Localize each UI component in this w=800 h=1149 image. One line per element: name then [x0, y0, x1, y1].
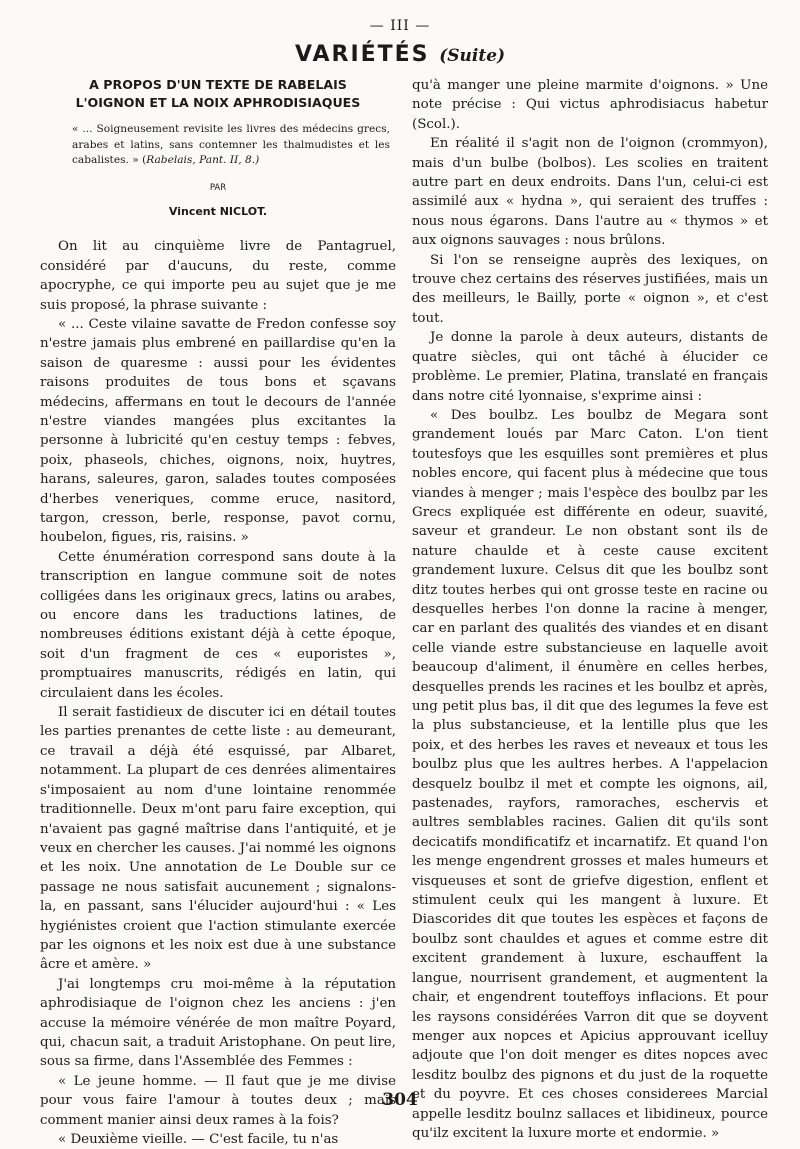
left-column-body — [40, 237, 396, 1149]
article-title-line-2: L'OIGNON ET LA NOIX APHRODISIAQUES — [75, 95, 361, 110]
paragraph: « Deuxième vieille. — C'est facile, tu n'as — [58, 1132, 339, 1147]
article-title — [40, 76, 396, 112]
right-column — [412, 76, 768, 1143]
section-title — [0, 42, 800, 67]
right-column-body — [412, 76, 768, 1143]
paragraph: « ... Ceste vilaine savatte de Fredon confesse soy n'estre jamais plus embrené en paillardise qu'en la saison de quaresme : aussi pour les évidentes raisons produites de tous bons et sçavans médecins, affermans en tout le decours de l'année n'estre viandes mangées plus excitantes la personne à lubricité qu'en cestuy temps : febves, poix, phaseols, chiches, oignons, noix, huytres, harans, saleures, garon, salades toutes composées d'herbes veneriques, comme eruce, nasitord, targon, cresson, berle, response, pavot cornu, houbelon, figues, ris, raisins. » — [40, 316, 396, 546]
paragraph: « Le jeune homme. — Il faut que je me divise pour vous faire l'amour à toutes deux ; mais comment manier ainsi deux rames à la fois? — [40, 1073, 396, 1128]
byline-par: PAR — [209, 182, 227, 193]
page-header-roman-numeral: — III — — [369, 18, 431, 34]
byline-author: Vincent NICLOT. — [168, 204, 268, 218]
paragraph: J'ai longtemps cru moi-même à la réputation aphrodisiaque de l'oignon chez les anciens : j'en accuse la mémoire vénérée de mon maître Poyard, qui, chacun sait, a traduit Aristophane. On peut lire, sous sa firme, dans l'Assemblée des Femmes : — [40, 976, 396, 1070]
paragraph: On lit au cinquième livre de Pantagruel, considéré par d'aucuns, du reste, comme apocryphe, ce qui importe peu au sujet que je me suis proposé, la phrase suivante : — [40, 239, 396, 313]
left-column — [40, 76, 396, 1149]
paragraph: Cette énumération correspond sans doute à la transcription en langue commune soit de notes colligées dans les originaux grecs, latins ou arabes, ou encore dans les traductions latines, de nombreuses éditions existant déjà à cette époque, soit d'un fragment de ces « euporistes », promptuaires manuscrits, rédigés en latin, qui circulaient dans les écoles. — [40, 549, 396, 701]
section-title-text: VARIÉTÉS — [294, 42, 430, 67]
epigraph — [72, 122, 390, 169]
page-number: 304 — [382, 1090, 418, 1110]
paragraph: Je donne la parole à deux auteurs, distants de quatre siècles, qui ont tâché à élucider ce problème. Le premier, Platina, translaté en français dans notre cité lyonnaise, s'exprime ainsi : — [412, 330, 768, 404]
paragraph: « Des boulbz. Les boulbz de Megara sont grandement loués par Marc Caton. L'on tient toutesfoys que les esquilles sont premières et plus nobles encore, qui facent plus à médecine que tous viandes à menger ; mais l'espèce des boulbz par les Grecs expliquée est différente en odeur, suavité, saveur et grandeur. Le non obstant sont ils de nature chaulde et à ceste cause excitent grandement luxure. Celsus dit que les boulbz sont ditz toutes herbes qui ont grosse teste en racine ou desquelles herbes l'on donne la racine à menger, car en parlant des qualités des viandes et en disant celle viande estre substancieuse en laquelle avoit beaucoup d'aliment, il énumère en celles herbes, desquelles prends les racines et les boulbz et après, ung petit plus bas, il dit que des legumes la feve est la plus substancieuse, et la lentille plus que les poix, et des herbes les raves et neveaux et tous les boulbz plus que les aultres herbes. A l'appelacion desquelz boulbz il met et compte les oignons, ail, pastenades, rayfors, ramoraches, eschervis et aultres semblables racines. Galien dit qu'ils sont decicatifs mondificatifz et incarnatifz. Et quand l'on les menge engendrent grosses et males humeurs et visqueuses et sont de griefve digestion, enflent et stimulent ceulx qui les mangent à luxure. Et Diascorides dit que toutes les espèces et façons de boulbz sont chauldes et agues et comme estre dit excitent grandement à luxure, eschauffent la langue, nourrisent grandement, et augmentent la chair, et engendrent touteffoys inflacions. Et pour les raysons considérées Varron dit que se doyvent menger aux nopces et Apicius approuvant icelluy adjoute que l'on doit menger es dites nopces avec lesditz boulbz des pignons et du just de la roquette et du poyvre. Et ces choses considerees Marcial appelle lesditz boulnz sallaces et libidineux, pource qu'ilz excitent la luxure morte et endormie. » — [412, 407, 768, 1141]
paragraph: Si l'on se renseigne auprès des lexiques, on trouve chez certains des réserves justifiées, mais un des meilleurs, le Bailly, porte « oignon », et c'est tout. — [412, 252, 768, 326]
paragraph: Il serait fastidieux de discuter ici en détail toutes les parties prenantes de cette liste : au demeurant, ce travail a déjà été esquissé, par Albaret, notamment. La plupart de ces denrées alimentaires s'imposaient au nom d'une lointaine renommée traditionnelle. Deux m'ont paru faire exception, qui n'avaient pas gagné maîtrise dans l'antiquité, et je veux en chercher les causes. J'ai nommé les oignons et les noix. Une annotation de Le Double sur ce passage ne nous satisfait aucunement ; signalons-la, en passant, sans l'élucider aujourd'hui : « Les hygiénistes croient que l'action stimulante exercée par les oignons et les noix est due à une substance âcre et amère. » — [40, 705, 396, 973]
epigraph-text: « ... Soigneusement revisite les livres des médecins grecs, arabes et latins, sans contemner les thalmudistes et les cabalistes. » ( — [72, 123, 390, 166]
article-title-line-1: A PROPOS D'UN TEXTE DE RABELAIS — [89, 77, 347, 92]
paragraph: En réalité il s'agit non de l'oignon (crommyon), mais d'un bulbe (bolbos). Les scolies en traitent autre part en deux endroits. Dans l'un, celui-ci est assimilé aux « hydna », qui seraient des truffes : nous nous égarons. Dans l'autre au « thymos » et aux oignons sauvages : nous brûlons. — [412, 136, 768, 249]
paragraph: qu'à manger une pleine marmite d'oignons. » Une note précise : Qui victus aphrodisiacus habetur (Scol.). — [412, 78, 768, 132]
section-title-suite: (Suite) — [439, 46, 506, 66]
epigraph-source: Rabelais, Pant. II, 8.) — [146, 154, 260, 166]
